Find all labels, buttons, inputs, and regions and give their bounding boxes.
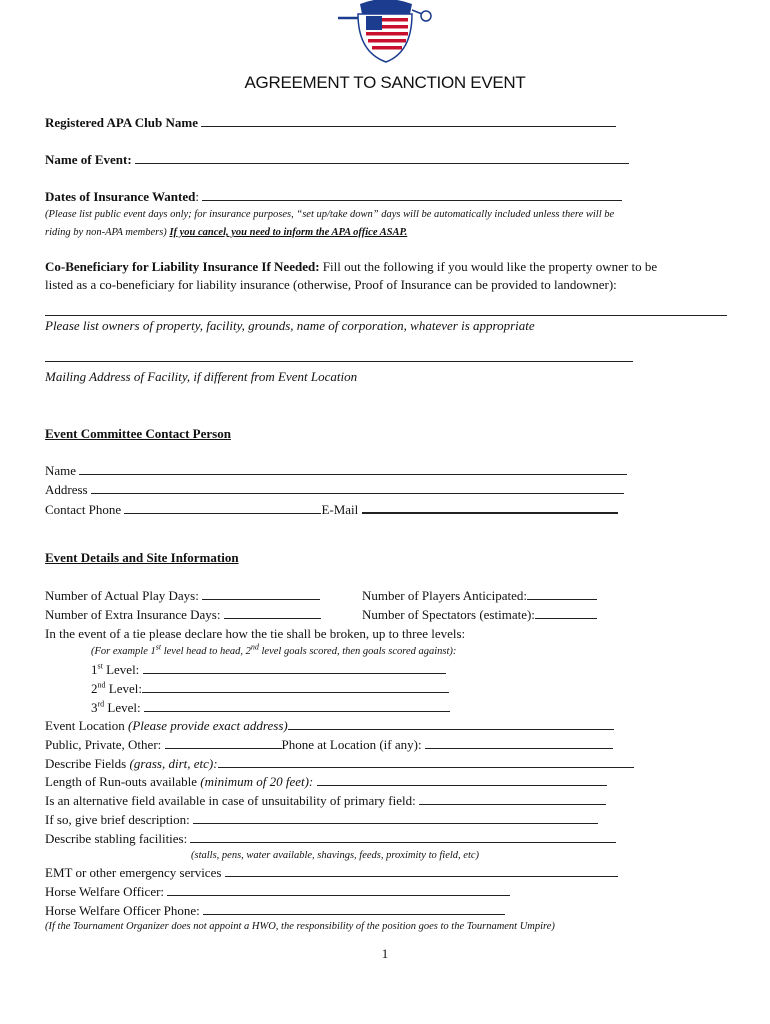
alt-field-row [45, 793, 606, 809]
fields-field[interactable] [218, 756, 634, 768]
phone-location-field[interactable] [425, 737, 613, 749]
club-name-field[interactable] [201, 115, 616, 127]
page-title: AGREEMENT TO SANCTION EVENT [244, 73, 526, 92]
hwo-note: (If the Tournament Organizer does not appoint a HWO, the responsibility of the position goes to the Tournament Umpire) [45, 921, 555, 932]
event-name-row [45, 152, 629, 168]
public-field[interactable] [165, 737, 282, 749]
runouts-field[interactable] [317, 774, 607, 786]
contact-phone-field[interactable] [124, 502, 321, 514]
tie-example: (For example 1st level head to head, 2nd level goals scored, then goals scored against): [91, 642, 457, 657]
players-label: Number of Players Anticipated: [362, 588, 527, 603]
cobeneficiary-text-1: Fill out the following if you would like the property owner to be [322, 259, 658, 274]
page-number: 1 [381, 946, 389, 961]
club-name-label: Registered APA Club Name [45, 115, 198, 130]
fields-row [45, 756, 634, 772]
cobeneficiary-text-2: listed as a co-beneficiary for liability insurance (otherwise, Proof of Insurance can be provided to landowner): [45, 277, 617, 292]
dates-cancel-note: If you cancel, you need to inform the APA office ASAP. [169, 227, 408, 238]
contact-address-row [45, 482, 624, 498]
owners-caption: Please list owners of property, facility, grounds, name of corporation, whatever is appropriate [45, 318, 535, 333]
contact-phone-row [45, 501, 618, 518]
event-name-label: Name of Event: [45, 152, 132, 167]
emt-row [45, 865, 618, 881]
dates-note-2-row [45, 226, 407, 240]
level-2-field[interactable] [142, 681, 449, 693]
public-row [45, 737, 613, 753]
email-field[interactable] [362, 501, 618, 514]
hwo-phone-label: Horse Welfare Officer Phone: [45, 903, 200, 918]
runouts-label: Length of Run-outs available [45, 774, 197, 789]
contact-name-field[interactable] [79, 463, 627, 475]
stabling-row [45, 831, 616, 847]
hwo-field[interactable] [167, 884, 510, 896]
extra-days-label: Number of Extra Insurance Days: [45, 607, 221, 622]
dates-label: Dates of Insurance Wanted [45, 189, 196, 204]
contact-phone-label: Contact Phone [45, 502, 122, 517]
spectators-row [362, 607, 597, 623]
owners-field[interactable] [45, 315, 727, 316]
brief-field[interactable] [193, 812, 598, 824]
level-3-row: 3rd Level: [91, 700, 450, 716]
location-field[interactable] [288, 718, 614, 730]
runouts-note: (minimum of 20 feet): [200, 774, 314, 789]
location-label: Event Location [45, 718, 125, 733]
cobeneficiary-row [45, 259, 657, 275]
details-heading: Event Details and Site Information [45, 550, 239, 565]
hwo-label: Horse Welfare Officer: [45, 884, 165, 899]
contact-address-label: Address [45, 482, 88, 497]
extra-days-row [45, 607, 321, 623]
contact-name-row [45, 463, 627, 479]
stabling-field[interactable] [190, 831, 616, 843]
players-row [362, 588, 597, 604]
hwo-row [45, 884, 510, 900]
hwo-phone-row [45, 903, 505, 919]
extra-days-field[interactable] [224, 607, 321, 619]
mailing-address-field[interactable] [45, 361, 633, 362]
dates-note-1: (Please list public event days only; for insurance purposes, “set up/take down” days will be automatically included unless there will be [45, 209, 615, 220]
contact-heading: Event Committee Contact Person [45, 426, 231, 441]
cobeneficiary-heading: Co-Beneficiary for Liability Insurance If Needed: [45, 259, 320, 274]
tie-label: In the event of a tie please declare how the tie shall be broken, up to three levels: [45, 626, 466, 641]
stabling-note: (stalls, pens, water available, shavings, feeds, proximity to field, etc) [191, 850, 480, 861]
location-note: (Please provide exact address) [128, 718, 288, 733]
public-label: Public, Private, Other: [45, 737, 162, 752]
emt-label: EMT or other emergency services [45, 865, 222, 880]
play-days-row [45, 588, 320, 604]
club-name-row [45, 115, 616, 131]
stabling-label: Describe stabling facilities: [45, 831, 188, 846]
alt-field-field[interactable] [419, 793, 606, 805]
email-label: E-Mail [321, 502, 359, 517]
location-row [45, 718, 614, 734]
runouts-row [45, 774, 607, 790]
hwo-phone-field[interactable] [203, 903, 505, 915]
fields-note: (grass, dirt, etc): [129, 756, 218, 771]
play-days-label: Number of Actual Play Days: [45, 588, 199, 603]
event-name-field[interactable] [135, 152, 629, 164]
brief-row [45, 812, 598, 828]
players-field[interactable] [527, 588, 597, 600]
fields-label: Describe Fields [45, 756, 127, 771]
phone-location-label: Phone at Location (if any): [281, 737, 422, 752]
contact-address-field[interactable] [91, 482, 624, 494]
dates-row: Dates of Insurance Wanted: [45, 189, 622, 205]
level-2-row: 2nd Level: [91, 681, 449, 697]
spectators-field[interactable] [535, 607, 597, 619]
level-1-field[interactable] [143, 662, 446, 674]
level-1-row: 1st Level: [91, 662, 446, 678]
mailing-caption: Mailing Address of Facility, if different from Event Location [45, 369, 358, 384]
play-days-field[interactable] [202, 588, 320, 600]
emt-field[interactable] [225, 865, 618, 877]
dates-note-2: riding by non-APA members) [45, 227, 167, 238]
contact-name-label: Name [45, 463, 77, 478]
level-3-field[interactable] [144, 700, 450, 712]
brief-label: If so, give brief description: [45, 812, 190, 827]
dates-field[interactable] [202, 189, 622, 201]
apa-logo [330, 0, 440, 66]
alt-field-label: Is an alternative field available in case of unsuitability of primary field: [45, 793, 416, 808]
spectators-label: Number of Spectators (estimate): [362, 607, 535, 622]
